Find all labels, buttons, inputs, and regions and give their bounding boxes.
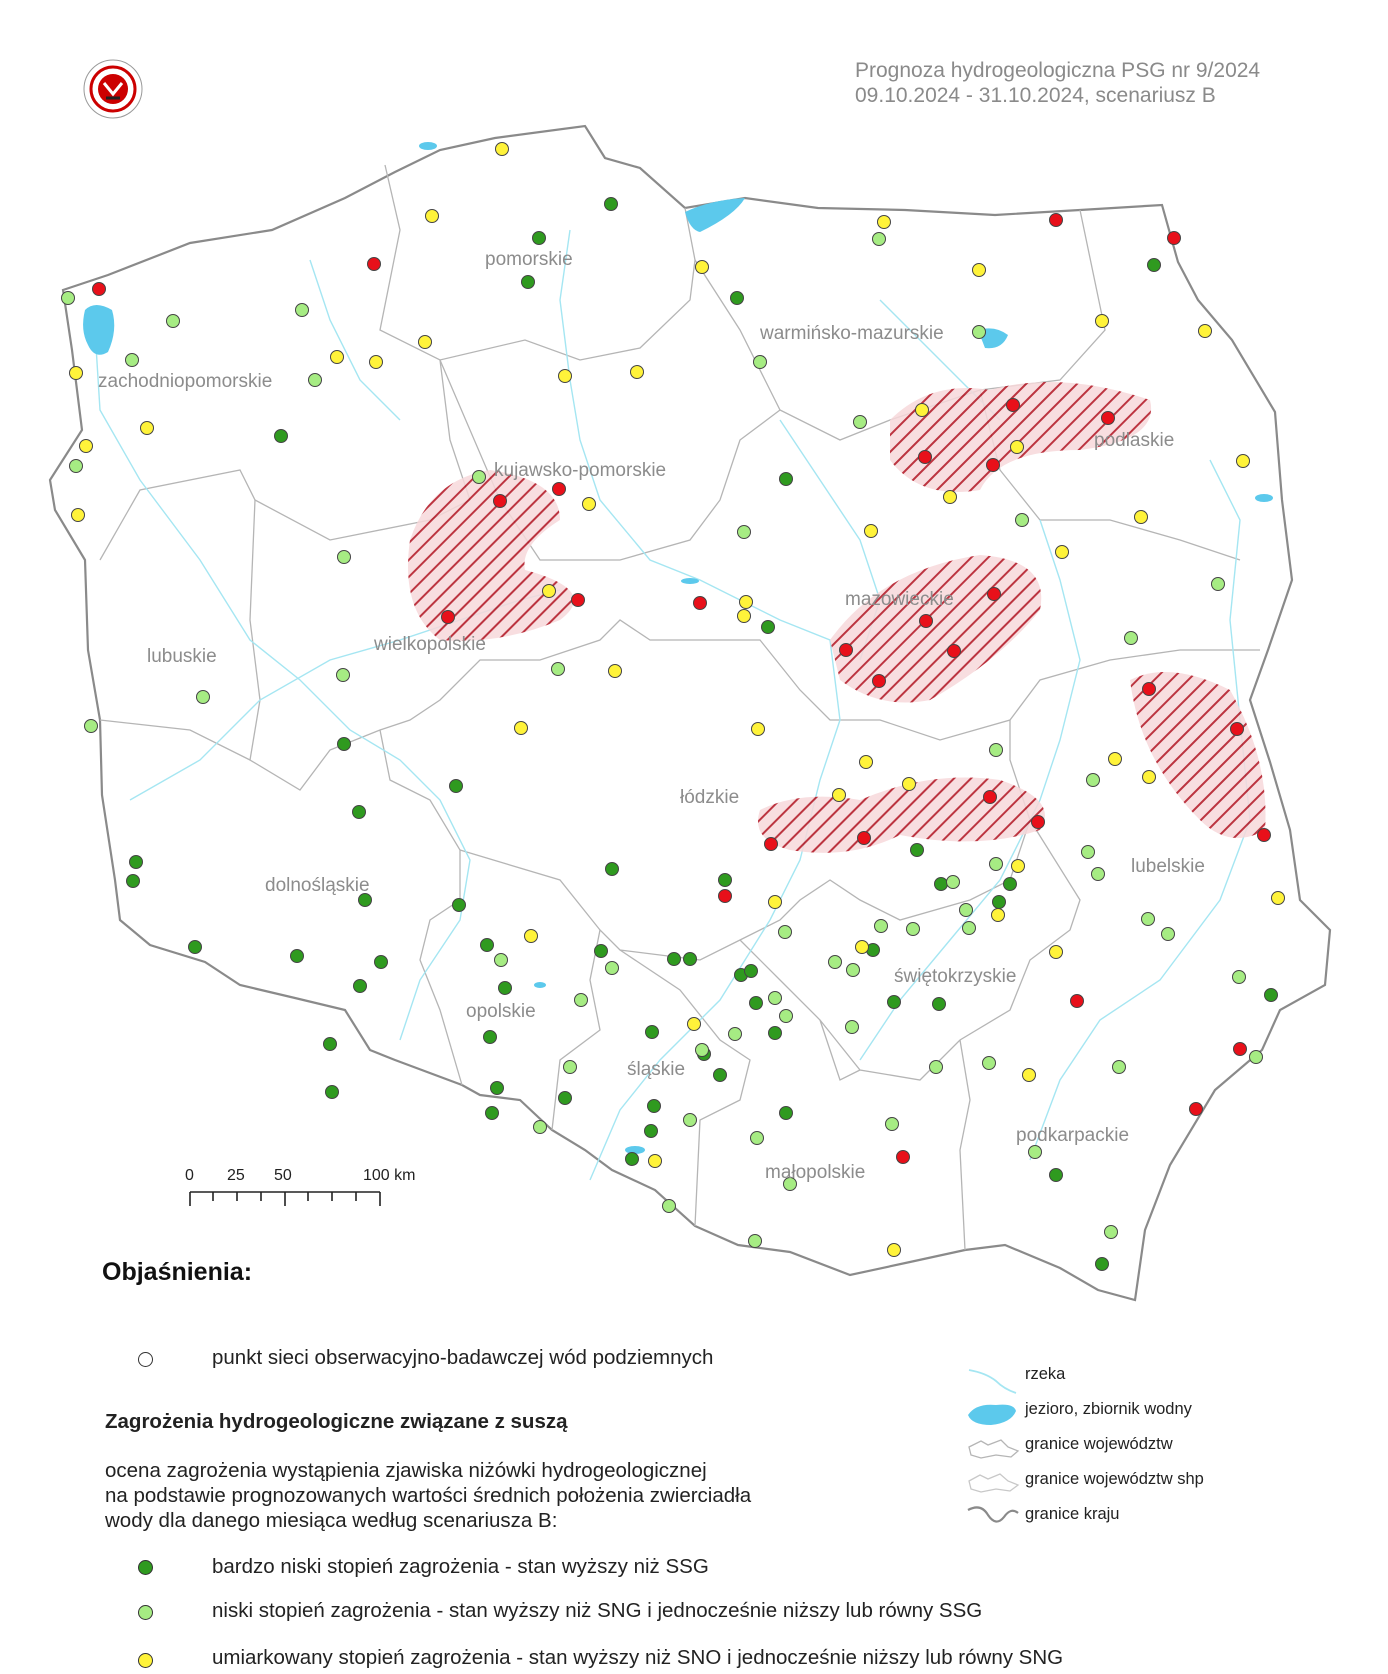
point-high bbox=[368, 258, 381, 271]
point-very-low bbox=[275, 430, 288, 443]
voivodeship-border-symbol bbox=[969, 1440, 1018, 1458]
point-high bbox=[840, 644, 853, 657]
point-very-low bbox=[324, 1038, 337, 1051]
point-low bbox=[1082, 846, 1095, 859]
point-low bbox=[1016, 514, 1029, 527]
point-high bbox=[897, 1151, 910, 1164]
point-moderate bbox=[740, 596, 753, 609]
region-label: opolskie bbox=[466, 1001, 536, 1022]
point-very-low bbox=[911, 844, 924, 857]
legend-voivodeship-border-label: granice województw bbox=[1025, 1435, 1173, 1453]
legend-very-low-label: bardzo niski stopień zagrożenia - stan wyższy niż SSG bbox=[212, 1555, 709, 1578]
lake-symbol bbox=[968, 1405, 1016, 1425]
point-very-low bbox=[648, 1100, 661, 1113]
point-low bbox=[337, 669, 350, 682]
legend-threats-heading: Zagrożenia hydrogeologiczne związane z suszą bbox=[105, 1410, 568, 1433]
legend-point-label: punkt sieci obserwacyjno-badawczej wód podziemnych bbox=[212, 1346, 714, 1369]
point-moderate bbox=[370, 356, 383, 369]
point-very-low bbox=[719, 874, 732, 887]
point-moderate bbox=[419, 336, 432, 349]
point-low bbox=[1233, 971, 1246, 984]
point-very-low bbox=[484, 1031, 497, 1044]
point-low bbox=[85, 720, 98, 733]
point-very-low bbox=[888, 996, 901, 1009]
point-moderate bbox=[833, 789, 846, 802]
point-high bbox=[1231, 723, 1244, 736]
point-very-low bbox=[354, 980, 367, 993]
point-high bbox=[1032, 816, 1045, 829]
point-very-low bbox=[559, 1092, 572, 1105]
point-high bbox=[572, 594, 585, 607]
point-high bbox=[1143, 683, 1156, 696]
point-low bbox=[1113, 1061, 1126, 1074]
point-high bbox=[984, 791, 997, 804]
point-low bbox=[197, 691, 210, 704]
point-high bbox=[873, 675, 886, 688]
point-moderate bbox=[696, 261, 709, 274]
legend-moderate-symbol bbox=[138, 1653, 153, 1668]
point-low bbox=[696, 1044, 709, 1057]
point-low bbox=[780, 1010, 793, 1023]
point-very-low bbox=[1096, 1258, 1109, 1271]
legend-description-line-3: wody dla danego miesiąca według scenariusza B: bbox=[105, 1509, 558, 1532]
point-very-low bbox=[780, 1107, 793, 1120]
point-low bbox=[875, 920, 888, 933]
point-moderate bbox=[1011, 441, 1024, 454]
scale-label-50: 50 bbox=[274, 1167, 292, 1184]
point-very-low bbox=[533, 232, 546, 245]
point-low bbox=[70, 460, 83, 473]
point-moderate bbox=[992, 909, 1005, 922]
point-moderate bbox=[70, 367, 83, 380]
point-very-low bbox=[491, 1082, 504, 1095]
point-low bbox=[1125, 632, 1138, 645]
point-low bbox=[1162, 928, 1175, 941]
point-high bbox=[1071, 995, 1084, 1008]
point-moderate bbox=[649, 1155, 662, 1168]
point-high bbox=[920, 615, 933, 628]
point-low bbox=[126, 354, 139, 367]
point-very-low bbox=[326, 1086, 339, 1099]
scale-label-100: 100 km bbox=[363, 1167, 416, 1184]
point-low bbox=[907, 923, 920, 936]
point-moderate bbox=[865, 525, 878, 538]
point-low bbox=[684, 1114, 697, 1127]
point-high bbox=[858, 832, 871, 845]
point-high bbox=[988, 588, 1001, 601]
point-very-low bbox=[481, 939, 494, 952]
point-low bbox=[990, 744, 1003, 757]
legend-river-label: rzeka bbox=[1025, 1365, 1066, 1383]
country-border-symbol bbox=[968, 1507, 1018, 1521]
point-high bbox=[1007, 399, 1020, 412]
point-very-low bbox=[714, 1069, 727, 1082]
point-moderate bbox=[72, 509, 85, 522]
point-very-low bbox=[606, 863, 619, 876]
point-very-low bbox=[522, 276, 535, 289]
point-moderate bbox=[559, 370, 572, 383]
point-moderate bbox=[916, 404, 929, 417]
region-label: śląskie bbox=[627, 1059, 686, 1080]
point-high bbox=[442, 611, 455, 624]
point-low bbox=[886, 1118, 899, 1131]
point-low bbox=[829, 956, 842, 969]
point-very-low bbox=[780, 473, 793, 486]
point-high bbox=[948, 645, 961, 658]
point-high bbox=[1102, 412, 1115, 425]
legend-title: Objaśnienia: bbox=[102, 1258, 253, 1286]
legend-description-line-1: ocena zagrożenia wystąpienia zjawiska niżówki hydrogeologicznej bbox=[105, 1459, 707, 1482]
voivodeship-shp-border-symbol bbox=[969, 1474, 1018, 1492]
point-moderate bbox=[973, 264, 986, 277]
point-moderate bbox=[496, 143, 509, 156]
point-low bbox=[1087, 774, 1100, 787]
legend-low-label: niski stopień zagrożenia - stan wyższy niż SNG i jednocześnie niższy lub równy SSG bbox=[212, 1599, 983, 1622]
point-very-low bbox=[762, 621, 775, 634]
title-line-1: Prognoza hydrogeologiczna PSG nr 9/2024 bbox=[855, 59, 1261, 82]
legend-voivodeship-shp-label: granice województw shp bbox=[1025, 1470, 1204, 1488]
point-moderate bbox=[878, 216, 891, 229]
point-high bbox=[987, 459, 1000, 472]
legend-lake-label: jezioro, zbiornik wodny bbox=[1025, 1400, 1192, 1418]
region-label: lubuskie bbox=[147, 646, 217, 667]
point-moderate bbox=[860, 756, 873, 769]
point-low bbox=[495, 954, 508, 967]
point-low bbox=[1250, 1051, 1263, 1064]
point-low bbox=[990, 858, 1003, 871]
point-moderate bbox=[1272, 892, 1285, 905]
point-low bbox=[873, 233, 886, 246]
point-low bbox=[738, 526, 751, 539]
legend-country-border-label: granice kraju bbox=[1025, 1505, 1120, 1523]
point-moderate bbox=[1199, 325, 1212, 338]
point-low bbox=[729, 1028, 742, 1041]
point-moderate bbox=[331, 351, 344, 364]
point-low bbox=[751, 1132, 764, 1145]
region-label: kujawsko-pomorskie bbox=[494, 460, 667, 481]
scale-label-0: 0 bbox=[185, 1167, 194, 1184]
point-very-low bbox=[731, 292, 744, 305]
point-low bbox=[534, 1121, 547, 1134]
point-high bbox=[1258, 829, 1271, 842]
point-high bbox=[1050, 214, 1063, 227]
point-moderate bbox=[80, 440, 93, 453]
point-very-low bbox=[1265, 989, 1278, 1002]
point-moderate bbox=[1012, 860, 1025, 873]
region-label: podlaskie bbox=[1094, 430, 1175, 451]
region-label: łódzkie bbox=[680, 787, 740, 808]
point-very-low bbox=[130, 856, 143, 869]
point-low bbox=[296, 304, 309, 317]
point-very-low bbox=[750, 997, 763, 1010]
point-low bbox=[552, 663, 565, 676]
point-high bbox=[919, 451, 932, 464]
point-high bbox=[1168, 232, 1181, 245]
title-line-2: 09.10.2024 - 31.10.2024, scenariusz B bbox=[855, 84, 1216, 107]
point-low bbox=[963, 922, 976, 935]
point-low bbox=[769, 992, 782, 1005]
point-very-low bbox=[684, 953, 697, 966]
point-low bbox=[606, 962, 619, 975]
point-low bbox=[1092, 868, 1105, 881]
point-very-low bbox=[450, 780, 463, 793]
point-low bbox=[1142, 913, 1155, 926]
region-label: mazowieckie bbox=[845, 589, 954, 610]
point-low bbox=[847, 964, 860, 977]
point-low bbox=[754, 356, 767, 369]
legend-description-line-2: na podstawie prognozowanych wartości średnich położenia zwierciadła bbox=[105, 1484, 752, 1507]
point-moderate bbox=[1096, 315, 1109, 328]
region-label: dolnośląskie bbox=[265, 875, 370, 896]
point-very-low bbox=[668, 953, 681, 966]
region-label: małopolskie bbox=[765, 1162, 866, 1183]
point-low bbox=[749, 1235, 762, 1248]
region-label: lubelskie bbox=[1131, 856, 1205, 877]
point-moderate bbox=[1050, 946, 1063, 959]
point-low bbox=[473, 471, 486, 484]
point-low bbox=[960, 904, 973, 917]
point-very-low bbox=[745, 965, 758, 978]
point-very-low bbox=[626, 1153, 639, 1166]
point-very-low bbox=[769, 1027, 782, 1040]
region-label: pomorskie bbox=[485, 249, 573, 270]
point-low bbox=[947, 876, 960, 889]
point-high bbox=[494, 495, 507, 508]
point-moderate bbox=[903, 778, 916, 791]
point-moderate bbox=[1023, 1069, 1036, 1082]
point-low bbox=[930, 1061, 943, 1074]
point-moderate bbox=[752, 723, 765, 736]
point-high bbox=[93, 283, 106, 296]
point-low bbox=[1212, 578, 1225, 591]
point-low bbox=[846, 1021, 859, 1034]
legend-moderate-label: umiarkowany stopień zagrożenia - stan wyższy niż SNO i jednocześnie niższy lub równy SNG bbox=[212, 1646, 1064, 1669]
point-low bbox=[854, 416, 867, 429]
point-very-low bbox=[486, 1107, 499, 1120]
point-very-low bbox=[291, 950, 304, 963]
point-low bbox=[167, 315, 180, 328]
region-label: świętokrzyskie bbox=[894, 966, 1017, 987]
point-moderate bbox=[426, 210, 439, 223]
point-high bbox=[694, 597, 707, 610]
river-symbol bbox=[969, 1370, 1016, 1393]
point-low bbox=[575, 994, 588, 1007]
point-very-low bbox=[353, 806, 366, 819]
point-very-low bbox=[993, 896, 1006, 909]
point-very-low bbox=[935, 878, 948, 891]
legend-very-low-symbol bbox=[138, 1560, 153, 1575]
scale-bar bbox=[185, 1167, 415, 1206]
point-moderate bbox=[543, 585, 556, 598]
point-moderate bbox=[1056, 546, 1069, 559]
point-low bbox=[1105, 1226, 1118, 1239]
point-very-low bbox=[933, 998, 946, 1011]
point-moderate bbox=[769, 896, 782, 909]
legend-low-symbol bbox=[138, 1605, 153, 1620]
region-label: podkarpackie bbox=[1016, 1125, 1130, 1146]
point-very-low bbox=[499, 982, 512, 995]
scale-label-25: 25 bbox=[227, 1167, 245, 1184]
point-moderate bbox=[631, 366, 644, 379]
point-moderate bbox=[888, 1244, 901, 1257]
point-low bbox=[1029, 1146, 1042, 1159]
point-moderate bbox=[944, 491, 957, 504]
region-label: zachodniopomorskie bbox=[98, 371, 273, 392]
point-high bbox=[719, 890, 732, 903]
point-high bbox=[1234, 1043, 1247, 1056]
point-low bbox=[663, 1200, 676, 1213]
point-very-low bbox=[1050, 1169, 1063, 1182]
point-moderate bbox=[1109, 753, 1122, 766]
point-low bbox=[309, 374, 322, 387]
point-high bbox=[553, 483, 566, 496]
point-moderate bbox=[515, 722, 528, 735]
point-high bbox=[765, 838, 778, 851]
point-moderate bbox=[1135, 511, 1148, 524]
point-low bbox=[973, 326, 986, 339]
point-moderate bbox=[525, 930, 538, 943]
point-low bbox=[564, 1061, 577, 1074]
point-moderate bbox=[141, 422, 154, 435]
point-very-low bbox=[1148, 259, 1161, 272]
point-low bbox=[779, 926, 792, 939]
point-moderate bbox=[688, 1018, 701, 1031]
point-moderate bbox=[1143, 771, 1156, 784]
point-moderate bbox=[856, 941, 869, 954]
point-high bbox=[1190, 1103, 1203, 1116]
point-very-low bbox=[605, 198, 618, 211]
region-label: warmińsko-mazurskie bbox=[760, 323, 944, 344]
legend-point-symbol bbox=[138, 1352, 153, 1367]
point-very-low bbox=[189, 941, 202, 954]
point-very-low bbox=[1004, 878, 1017, 891]
point-very-low bbox=[338, 738, 351, 751]
point-moderate bbox=[609, 665, 622, 678]
region-label: wielkopolskie bbox=[374, 634, 486, 655]
point-moderate bbox=[583, 498, 596, 511]
point-very-low bbox=[645, 1125, 658, 1138]
point-very-low bbox=[595, 945, 608, 958]
point-low bbox=[338, 551, 351, 564]
point-very-low bbox=[453, 899, 466, 912]
point-moderate bbox=[738, 610, 751, 623]
point-low bbox=[983, 1057, 996, 1070]
point-low bbox=[62, 292, 75, 305]
point-very-low bbox=[127, 875, 140, 888]
point-moderate bbox=[1237, 455, 1250, 468]
point-very-low bbox=[375, 956, 388, 969]
point-very-low bbox=[646, 1026, 659, 1039]
